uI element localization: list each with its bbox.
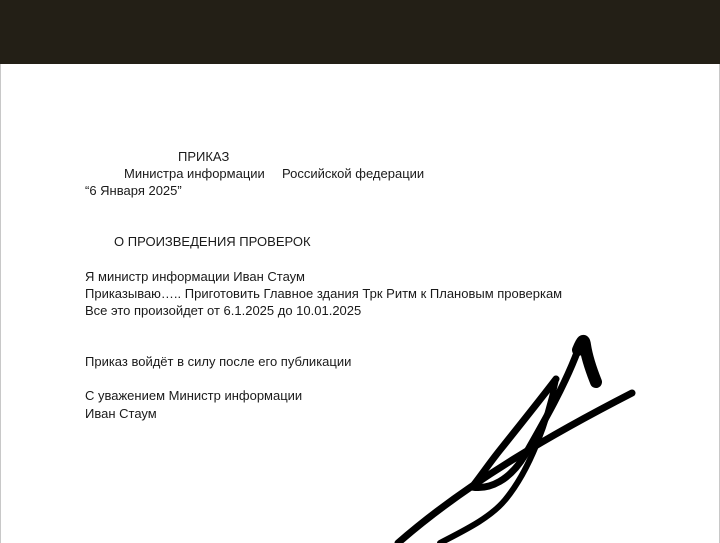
order-subject: О ПРОИЗВЕДЕНИЯ ПРОВЕРОК [114, 234, 311, 249]
body-line-3: Все это произойдет от 6.1.2025 до 10.01.2025 [85, 303, 362, 318]
body-line-1: Я министр информации Иван Стаум [85, 269, 305, 284]
order-title: ПРИКАЗ [178, 149, 230, 164]
country-line: Российской федерации [282, 166, 425, 181]
effective-line: Приказ войдёт в силу после его публикации [85, 354, 352, 369]
body-line-2: Приказываю….. Приготовить Главное здания Трк Ритм к Плановым проверкам [85, 286, 563, 301]
ministry-line: Министра информации [124, 166, 265, 181]
order-date: “6 Января 2025” [85, 183, 182, 198]
signer-name: Иван Стаум [85, 406, 157, 421]
top-bar [0, 0, 720, 64]
closing-line: С уважением Министр информации [85, 388, 303, 403]
